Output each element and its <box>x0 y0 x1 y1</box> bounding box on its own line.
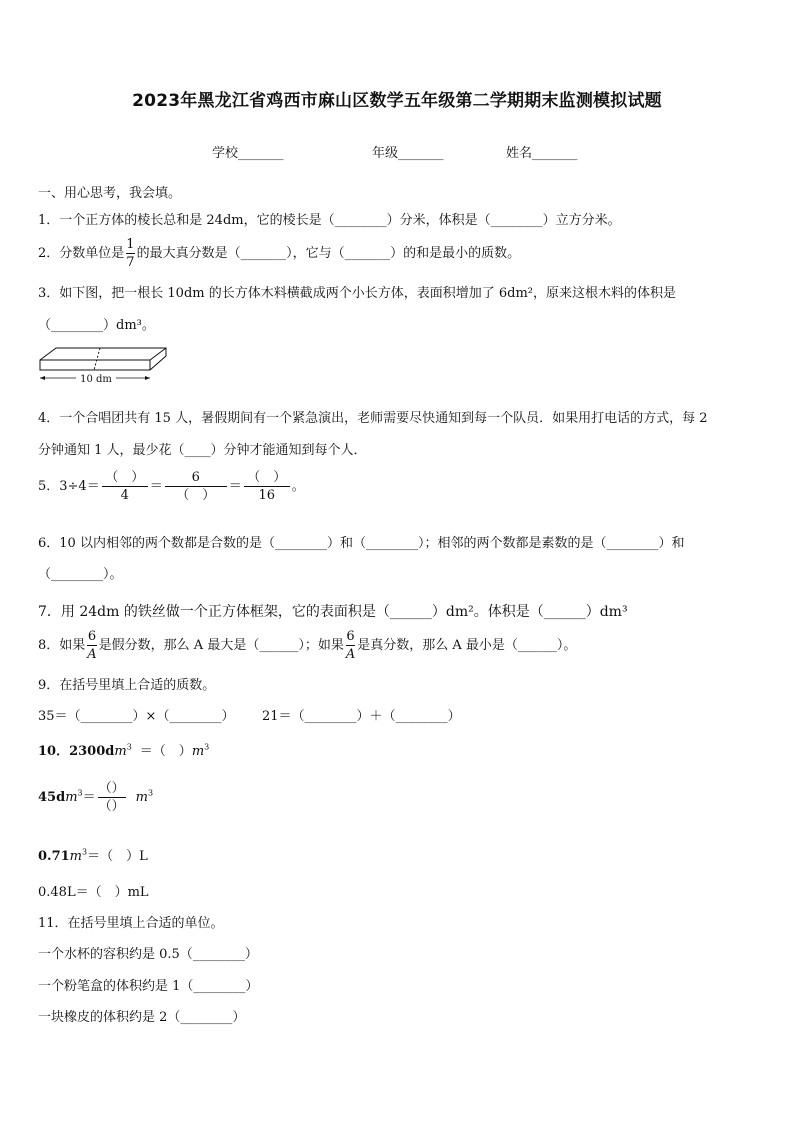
school-blank: _______ <box>238 146 284 161</box>
q5-f3-den: 16 <box>244 486 290 504</box>
q8-text-a: 8．如果 <box>38 638 86 653</box>
q2-blank-2: _______ <box>344 246 391 261</box>
q6-text-b: ）和（ <box>326 536 366 551</box>
q9-text-b: 35＝（ <box>38 709 81 724</box>
q11-text-c: 一个粉笔盒的体积约是 1（ <box>38 979 194 994</box>
q9-times: ）×（ <box>132 709 170 724</box>
q9-plus: ）＋（ <box>356 709 396 724</box>
question-11-item-3 <box>38 1006 245 1025</box>
q7-text-b: ）dm²。体积是（ <box>431 604 544 620</box>
question-11-item-1 <box>38 943 258 962</box>
page-title: 2023年黑龙江省鸡西市麻山区数学五年级第二学期期末监测模拟试题 <box>132 91 662 111</box>
q2-text-a: 2．分数单位是 <box>38 246 125 261</box>
q1-blank-2: ________ <box>490 213 543 228</box>
q10-b-unit-2: m <box>135 790 148 805</box>
question-11: 11．在括号里填上合适的单位。 <box>38 916 224 931</box>
question-9: 9．在括号里填上合适的质数。 <box>38 678 216 693</box>
question-1 <box>38 209 621 228</box>
q9-close-1: ） <box>221 709 235 724</box>
q11-close-3: ） <box>232 1010 246 1025</box>
q7-text-c: ）dm³ <box>585 604 628 620</box>
q1-text-a: 1．一个正方体的棱长总和是 24dm，它的棱长是（ <box>38 213 335 228</box>
q10-b-fraction <box>98 780 126 815</box>
q9-blank-2: ________ <box>169 709 222 724</box>
q11-blank-3: ________ <box>180 1010 233 1025</box>
q3-text-b: （ <box>38 318 52 333</box>
q6-text-c: ）；相邻的两个数都是素数的是（ <box>417 536 607 551</box>
q10-b-num: （） <box>98 781 125 796</box>
q8-f2-den: A <box>345 647 356 662</box>
figure-length-label: 10 dm <box>80 374 112 385</box>
question-10-d: 0.48L＝（ ）mL <box>38 885 149 900</box>
q7-text-a: 7．用 24dm 的铁丝做一个正方体框架，它的表面积是（ <box>38 604 390 620</box>
q10-b-value: 45d <box>38 790 66 805</box>
q9-text-c: 21＝（ <box>262 709 305 724</box>
school-field <box>212 142 284 161</box>
q2-frac-num: 1 <box>126 237 135 252</box>
q10-a-unit: m <box>114 744 127 759</box>
q5-fraction-2 <box>165 469 227 504</box>
question-10-b: $45dm^3=$ $\frac{()}{()}$ $m^3$ <box>38 781 154 814</box>
q1-text-b: ）分米，体积是（ <box>386 213 491 228</box>
q3-blank: ________ <box>51 318 104 333</box>
q5-f1-num: （ ） <box>105 470 145 485</box>
q1-text-c: ）立方分米。 <box>542 213 621 228</box>
q6-text-f: ）。 <box>103 567 123 582</box>
q8-text-b: 是假分数，那么 A 最大是（ <box>98 638 260 653</box>
grade-label: 年级 <box>372 146 399 161</box>
q10-c-unit: m <box>69 849 82 864</box>
q5-f3-num: （ ） <box>247 470 287 485</box>
q8-text-d: 是真分数，那么 A 最小是（ <box>357 638 518 653</box>
q4-blank: ____ <box>184 443 211 458</box>
q8-blank-1: ______ <box>259 638 299 653</box>
question-9-eq-1 <box>38 705 234 724</box>
q5-eq-1: ＝ <box>149 479 163 494</box>
question-10-a: 10．$2300dm^3$ ＝（ ）$m^3$ <box>38 742 210 759</box>
q10-a-unit-2: m <box>191 744 205 759</box>
q8-fraction-1 <box>87 628 96 663</box>
q4-text-b: 分钟通知 1 人，最少花（ <box>38 443 185 458</box>
q6-text-a: 6．10 以内相邻的两个数都是合数的是（ <box>38 536 275 551</box>
q9-blank-1: ________ <box>80 709 133 724</box>
q6-blank-2: ________ <box>365 536 418 551</box>
question-10-c: $0.71m^3=$（ ）L <box>38 847 148 864</box>
q8-text-e: ）。 <box>556 638 577 653</box>
q10-a-value: 10．2300d <box>38 744 115 759</box>
q4-text-c: ）分钟才能通知到每个人． <box>210 443 367 458</box>
q8-f1-num: 6 <box>87 629 97 644</box>
q10-b-den: （） <box>98 799 125 814</box>
q5-end: 。 <box>291 479 305 494</box>
q10-c-eq: ＝（ ）L <box>87 849 148 864</box>
q6-text-d: ）和 <box>658 536 685 551</box>
school-label: 学校 <box>212 146 239 161</box>
question-8 <box>38 628 576 663</box>
q5-fraction-3 <box>244 469 290 504</box>
question-11-item-2 <box>38 975 258 994</box>
q5-f2-den: （ ） <box>165 486 227 504</box>
q5-fraction-1 <box>102 469 148 504</box>
question-2 <box>38 236 520 271</box>
q11-text-b: 一个水杯的容积约是 0.5（ <box>38 947 193 962</box>
q3-text-c: ）dm³。 <box>103 318 155 333</box>
name-field <box>506 142 578 161</box>
q6-blank-1: ________ <box>274 536 327 551</box>
question-3: 3．如下图，把一根长 10dm 的长方体木料横截成两个小长方体，表面积增加了 6dm²，原来这根木料的体积是 <box>38 286 676 301</box>
question-6-line2 <box>38 563 123 582</box>
q7-blank-2: ______ <box>543 604 586 620</box>
q7-blank-1: ______ <box>389 604 432 620</box>
section-heading: 一、用心思考，我会填。 <box>38 186 182 201</box>
q11-blank-1: ________ <box>192 947 245 962</box>
name-label: 姓名 <box>506 146 533 161</box>
question-4: 4．一个合唱团共有 15 人，暑假期间有一个紧急演出，老师需要尽快通知到每一个队员．如果用打电话的方式，每 2 <box>38 411 708 426</box>
question-3-answer <box>38 314 155 333</box>
q10-b-unit: m <box>65 790 78 805</box>
q10-c-value: 0.71 <box>38 849 70 864</box>
q2-blank-1: _______ <box>240 246 287 261</box>
q8-text-c: ）；如果 <box>298 638 344 653</box>
grade-blank: _______ <box>398 146 444 161</box>
q2-frac-den: 7 <box>126 255 135 270</box>
question-7 <box>38 601 628 621</box>
q2-text-d: ）的和是最小的质数。 <box>390 246 521 261</box>
q9-blank-4: ________ <box>395 709 448 724</box>
q5-text-a: 5．3÷4＝ <box>38 479 100 494</box>
q11-blank-2: ________ <box>193 979 246 994</box>
q2-text-b: 的最大真分数是（ <box>136 246 241 261</box>
q2-fraction <box>126 236 134 271</box>
q2-text-c: ），它与（ <box>286 246 345 261</box>
q10-a-eq: ＝（ ） <box>139 744 192 759</box>
question-6 <box>38 532 685 551</box>
q9-close-2: ） <box>447 709 461 724</box>
q5-f2-num: 6 <box>191 470 200 485</box>
q11-close-2: ） <box>245 979 259 994</box>
q11-close-1: ） <box>244 947 258 962</box>
q8-f1-den: A <box>87 647 97 662</box>
q6-text-e: （ <box>38 567 52 582</box>
wood-block-figure <box>36 344 172 388</box>
q6-blank-4: ________ <box>51 567 104 582</box>
grade-field <box>372 142 444 161</box>
q11-text-d: 一块橡皮的体积约是 2（ <box>38 1010 181 1025</box>
question-4-line2 <box>38 439 367 458</box>
question-9-eq-2 <box>262 705 461 724</box>
q1-blank-1: ________ <box>334 213 387 228</box>
question-5 <box>38 469 305 504</box>
q6-blank-3: ________ <box>606 536 659 551</box>
name-blank: _______ <box>532 146 578 161</box>
q9-blank-3: ________ <box>304 709 357 724</box>
q8-blank-2: ______ <box>517 638 557 653</box>
q8-f2-num: 6 <box>346 629 355 644</box>
q5-eq-2: ＝ <box>228 479 242 494</box>
q8-fraction-2 <box>346 628 355 663</box>
q5-f1-den: 4 <box>102 486 148 504</box>
